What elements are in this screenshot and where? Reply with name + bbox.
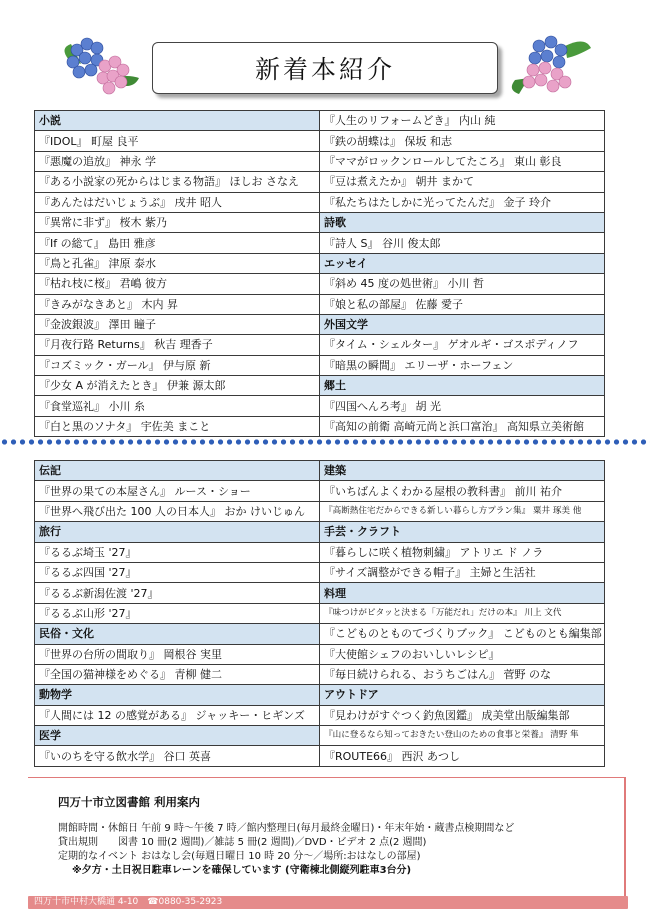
lending-rules: 貸出規則 図書 10 冊(2 週間)／雑誌 5 冊(2 週間)／DVD・ビデオ 2 点(2 週間) xyxy=(58,837,427,848)
category-header: 郷土 xyxy=(320,376,605,396)
table-row xyxy=(35,111,605,131)
book-entry: 『高知の前衛 高崎元尚と浜口富治』 高知県立美術館 xyxy=(320,416,605,436)
book-entry: 『暮らしに咲く植物刺繍』 アトリエ ド ノラ xyxy=(320,542,605,562)
book-entry: 『るるぶ新潟佐渡 '27』 xyxy=(35,583,320,603)
page-title: 新着本紹介 xyxy=(254,55,395,84)
book-entry: 『白と黒のソナタ』 宇佐美 まこと xyxy=(35,416,320,436)
table-row xyxy=(35,212,605,232)
dotted-divider xyxy=(0,437,650,447)
book-entry: 『豆は煮えたか』 朝井 まかて xyxy=(320,172,605,192)
book-entry: 『毎日続けられる、おうちごはん』 菅野 のな xyxy=(320,664,605,684)
table-row xyxy=(35,522,605,542)
book-entry: 『こどものとものてづくりブック』 こどものとも編集部 xyxy=(320,624,605,644)
table-row xyxy=(35,461,605,481)
book-entry: 『娘と私の部屋』 佐藤 愛子 xyxy=(320,294,605,314)
category-header: エッセイ xyxy=(320,253,605,273)
book-entry: 『るるぶ四国 '27』 xyxy=(35,562,320,582)
footer-bar xyxy=(28,896,628,909)
book-entry: 『月夜行路 Returns』 秋吉 理香子 xyxy=(35,335,320,355)
book-entry: 『サイズ調整ができる帽子』 主婦と生活社 xyxy=(320,562,605,582)
book-entry: 『コズミック・ガール』 伊与原 新 xyxy=(35,355,320,375)
opening-hours: 開館時間・休館日 午前 9 時～午後 7 時／館内整理日(毎月最終金曜日)・年末年始・蔵書点検期間など xyxy=(58,823,515,834)
table-row xyxy=(35,481,605,501)
book-entry: 『人生のリフォームどき』 内山 純 xyxy=(320,111,605,131)
table-row xyxy=(35,603,605,623)
table-row xyxy=(35,562,605,582)
book-entry: 『IDOL』 町屋 良平 xyxy=(35,131,320,151)
category-header: アウトドア xyxy=(320,685,605,705)
hydrangea-right-icon xyxy=(505,30,597,100)
book-entry: 『きみがなきあと』 木内 昇 xyxy=(35,294,320,314)
book-entry: 『金波銀波』 澤田 瞳子 xyxy=(35,314,320,334)
book-entry: 『人間には 12 の感覚がある』 ジャッキー・ヒギンズ xyxy=(35,705,320,725)
table-row xyxy=(35,416,605,436)
book-entry: 『四国へんろ考』 胡 光 xyxy=(320,396,605,416)
table-row xyxy=(35,274,605,294)
book-entry: 『ROUTE66』 西沢 あつし xyxy=(320,746,605,766)
book-entry: 『高断熱住宅だからできる新しい暮らし方プラン集』 粟井 琢美 他 xyxy=(320,501,605,521)
table-row xyxy=(35,746,605,766)
category-header: 伝記 xyxy=(35,461,320,481)
book-entry: 『あんたはだいじょうぶ』 戌井 昭人 xyxy=(35,192,320,212)
book-entry: 『世界へ飛び出た 100 人の日本人』 おか けいじゅん xyxy=(35,501,320,521)
book-entry: 『山に登るなら知っておきたい登山のための食事と栄養』 清野 隼 xyxy=(320,726,605,746)
book-entry: 『世界の台所の間取り』 岡根谷 実里 xyxy=(35,644,320,664)
table-row xyxy=(35,151,605,171)
table-row xyxy=(35,172,605,192)
book-entry: 『るるぶ山形 '27』 xyxy=(35,603,320,623)
hydrangea-left-icon xyxy=(55,30,147,100)
book-entry: 『異常に非ず』 桜木 紫乃 xyxy=(35,212,320,232)
table-row xyxy=(35,314,605,334)
book-entry: 『悪魔の追放』 神永 学 xyxy=(35,151,320,171)
category-header: 外国文学 xyxy=(320,314,605,334)
book-entry: 『ママがロックンロールしてたころ』 東山 彰良 xyxy=(320,151,605,171)
book-entry: 『鳥と孔雀』 津原 泰水 xyxy=(35,253,320,273)
book-entry: 『るるぶ埼玉 '27』 xyxy=(35,542,320,562)
category-header: 動物学 xyxy=(35,685,320,705)
table-row xyxy=(35,253,605,273)
book-entry: 『いちばんよくわかる屋根の教科書』 前川 祐介 xyxy=(320,481,605,501)
table-row xyxy=(35,294,605,314)
parking-notice: ※夕方・土日祝日駐車レーンを確保しています (守衛棟北側縦列駐車3台分) xyxy=(72,865,412,876)
table-row xyxy=(35,396,605,416)
book-entry: 『斜め 45 度の処世術』 小川 哲 xyxy=(320,274,605,294)
table-row xyxy=(35,726,605,746)
book-entry: 『暗黒の瞬間』 エリーザ・ホーフェン xyxy=(320,355,605,375)
book-entry: 『食堂巡礼』 小川 糸 xyxy=(35,396,320,416)
book-entry: 『私たちはたしかに光ってたんだ』 金子 玲介 xyxy=(320,192,605,212)
table-row xyxy=(35,233,605,253)
table-row xyxy=(35,376,605,396)
table-row xyxy=(35,705,605,725)
book-entry: 『全国の猫神様をめぐる』 青柳 健二 xyxy=(35,664,320,684)
book-entry: 『味つけがピタッと決まる「万能だれ」だけの本』 川上 文代 xyxy=(320,603,605,623)
category-header: 民俗・文化 xyxy=(35,624,320,644)
category-header: 医学 xyxy=(35,726,320,746)
book-entry: 『見わけがすぐつく釣魚図鑑』 成美堂出版編集部 xyxy=(320,705,605,725)
table-row xyxy=(35,624,605,644)
category-header: 料理 xyxy=(320,583,605,603)
library-info-lines xyxy=(58,822,514,878)
table-row xyxy=(35,192,605,212)
book-entry: 『いのちを守る飲水学』 谷口 英喜 xyxy=(35,746,320,766)
book-entry: 『タイム・シェルター』 ゲオルギ・ゴスポディノフ xyxy=(320,335,605,355)
regular-events: 定期的なイベント おはなし会(毎週日曜日 10 時 20 分～／場所:おはなしの部屋) xyxy=(58,851,421,862)
library-address: 四万十市中村大橋通 4-10 ☎0880-35-2923 xyxy=(34,897,223,907)
category-header: 旅行 xyxy=(35,522,320,542)
book-entry: 『詩人 S』 谷川 俊太郎 xyxy=(320,233,605,253)
book-entry: 『少女 A が消えたとき』 伊兼 源太郎 xyxy=(35,376,320,396)
table-row xyxy=(35,542,605,562)
table-row xyxy=(35,131,605,151)
table-row xyxy=(35,501,605,521)
book-entry: 『枯れ枝に桜』 君嶋 彼方 xyxy=(35,274,320,294)
table-row xyxy=(35,355,605,375)
table-row xyxy=(35,664,605,684)
book-entry: 『世界の果ての本屋さん』 ルース・ショー xyxy=(35,481,320,501)
table-row xyxy=(35,644,605,664)
book-entry: 『If の総て』 島田 雅彦 xyxy=(35,233,320,253)
table-row xyxy=(35,685,605,705)
category-header: 建築 xyxy=(320,461,605,481)
book-entry: 『大使館シェフのおいしいレシピ』 xyxy=(320,644,605,664)
table-row xyxy=(35,335,605,355)
category-header: 詩歌 xyxy=(320,212,605,232)
new-books-table-fiction xyxy=(34,110,605,437)
new-books-table-nonfiction xyxy=(34,460,605,767)
table-row xyxy=(35,583,605,603)
library-info-title: 四万十市立図書館 利用案内 xyxy=(58,795,201,809)
book-entry: 『鉄の胡蝶は』 保坂 和志 xyxy=(320,131,605,151)
library-info-box xyxy=(28,777,626,909)
category-header: 小説 xyxy=(35,111,320,131)
book-entry: 『ある小説家の死からはじまる物語』 ほしお さなえ xyxy=(35,172,320,192)
title-box xyxy=(152,42,498,94)
category-header: 手芸・クラフト xyxy=(320,522,605,542)
